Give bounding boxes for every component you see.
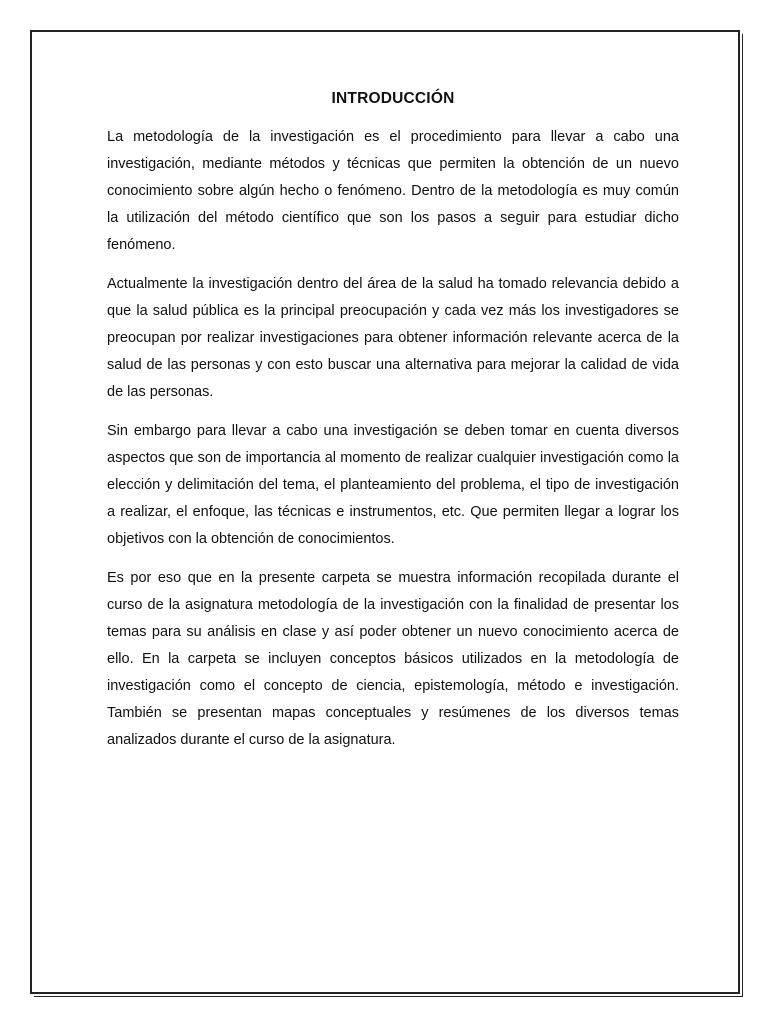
paragraph-2: Actualmente la investigación dentro del área de la salud ha tomado relevancia debido a que la salud pública es la principal preocupación y cada vez más los investigadores se preocupan por realizar investigaciones para obtener información relevante acerca de la salud de las personas y con esto buscar una alternativa para mejorar la calidad de vida de las personas. bbox=[107, 276, 679, 400]
document-body bbox=[107, 90, 679, 766]
paragraph-3: Sin embargo para llevar a cabo una investigación se deben tomar en cuenta diversos aspectos que son de importancia al momento de realizar cualquier investigación como la elección y delimitación del tema, el planteamiento del problema, el tipo de investigación a realizar, el enfoque, las técnicas e instrumentos, etc. Que permiten llegar a lograr los objetivos con la obtención de conocimientos. bbox=[107, 423, 679, 547]
paragraph-1: La metodología de la investigación es el procedimiento para llevar a cabo una investigación, mediante métodos y técnicas que permiten la obtención de un nuevo conocimiento sobre algún hecho o fenómeno. Dentro de la metodología es muy común la utilización del método científico que son los pasos a seguir para estudiar dicho fenómeno. bbox=[107, 129, 679, 253]
page-title: INTRODUCCIÓN bbox=[331, 90, 455, 107]
paragraph-4: Es por eso que en la presente carpeta se muestra información recopilada durante el curso de la asignatura metodología de la investigación con la finalidad de presentar los temas para su análisis en clase y así poder obtener un nuevo conocimiento acerca de ello. En la carpeta se incluyen conceptos básicos utilizados en la metodología de investigación como el concepto de ciencia, epistemología, método e investigación. También se presentan mapas conceptuales y resúmenes de los diversos temas analizados durante el curso de la asignatura. bbox=[107, 570, 679, 748]
